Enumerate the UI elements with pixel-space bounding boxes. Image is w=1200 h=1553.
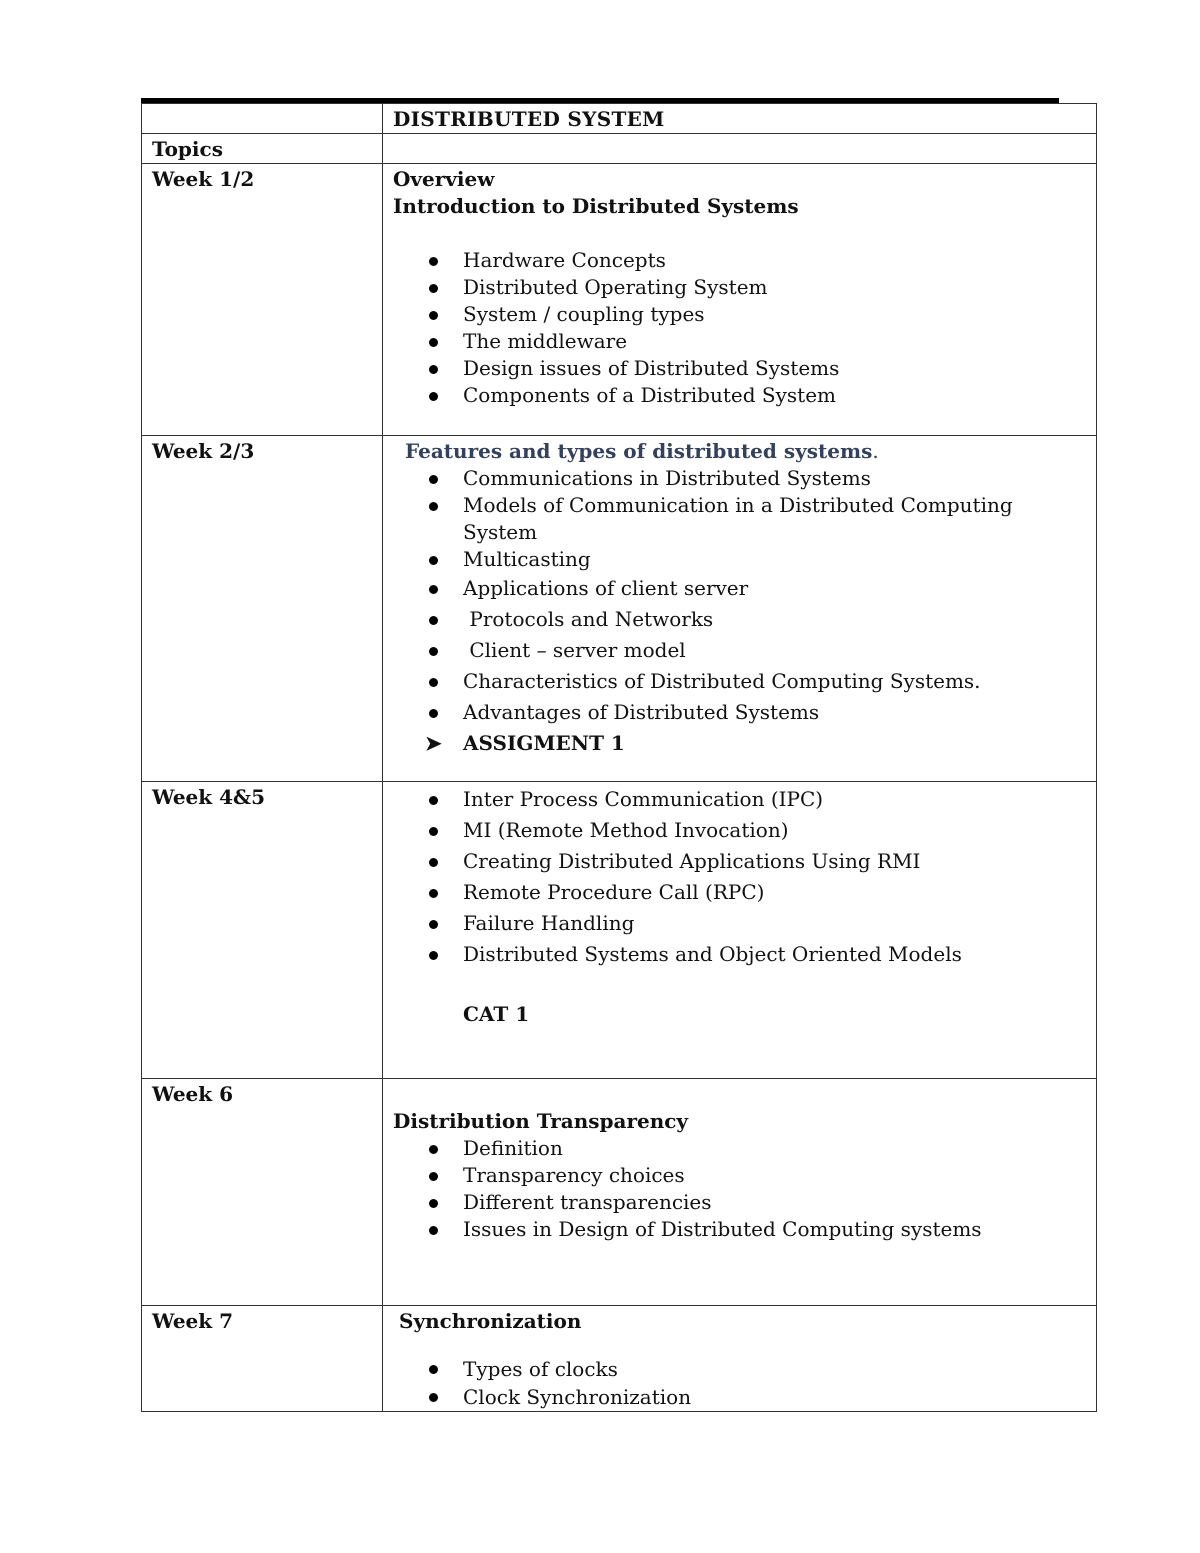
week-row xyxy=(142,782,1097,1079)
empty-cell xyxy=(142,104,383,134)
list-item: MI (Remote Method Invocation) xyxy=(423,815,1086,846)
syllabus-table xyxy=(141,103,1097,1412)
list-item: Issues in Design of Distributed Computing systems xyxy=(423,1216,1086,1243)
empty-cell xyxy=(383,134,1097,164)
week-label: Week 4&5 xyxy=(142,782,383,1079)
section-heading: Synchronization xyxy=(399,1309,582,1333)
bullet-icon xyxy=(429,585,438,594)
topics-label: Topics xyxy=(142,134,383,164)
list-item: Components of a Distributed System xyxy=(423,382,1086,409)
bullet-icon xyxy=(429,796,438,805)
bullet-icon xyxy=(429,502,438,511)
bullet-icon xyxy=(429,1393,438,1402)
cat-label: CAT 1 xyxy=(463,1002,530,1026)
list-item: Distributed Operating System xyxy=(423,274,1086,301)
bullet-icon xyxy=(429,858,438,867)
bullet-icon xyxy=(429,647,438,656)
list-item: System / coupling types xyxy=(423,301,1086,328)
week-row xyxy=(142,436,1097,782)
bullet-icon xyxy=(429,311,438,320)
topic-list xyxy=(393,1135,1086,1243)
bullet-icon xyxy=(429,1226,438,1235)
course-title: DISTRIBUTED SYSTEM xyxy=(383,104,1097,134)
bullet-icon xyxy=(429,1365,438,1374)
bullet-icon xyxy=(429,365,438,374)
list-item: Design issues of Distributed Systems xyxy=(423,355,1086,382)
list-item: Applications of client server xyxy=(423,573,1086,604)
list-item: Types of clocks xyxy=(423,1355,1086,1383)
bullet-icon xyxy=(429,556,438,565)
week-content xyxy=(383,1306,1097,1412)
bullet-icon xyxy=(429,1172,438,1181)
bullet-icon xyxy=(429,284,438,293)
list-item: Failure Handling xyxy=(423,908,1086,939)
bullet-icon xyxy=(429,257,438,266)
week-row xyxy=(142,164,1097,436)
bullet-icon xyxy=(429,889,438,898)
week-label: Week 6 xyxy=(142,1079,383,1306)
list-item: Protocols and Networks xyxy=(423,604,1086,635)
bullet-icon xyxy=(429,392,438,401)
section-subheading: Introduction to Distributed Systems xyxy=(393,194,799,218)
week-label: Week 2/3 xyxy=(142,436,383,782)
list-item: Different transparencies xyxy=(423,1189,1086,1216)
list-item: Definition xyxy=(423,1135,1086,1162)
list-item: Client – server model xyxy=(423,635,1086,666)
arrow-bullet-icon: ➤ xyxy=(425,731,442,755)
list-item: Inter Process Communication (IPC) xyxy=(423,784,1086,815)
week-label: Week 7 xyxy=(142,1306,383,1412)
bullet-icon xyxy=(429,920,438,929)
bullet-icon xyxy=(429,709,438,718)
bullet-icon xyxy=(429,338,438,347)
bullet-icon xyxy=(429,827,438,836)
week-content xyxy=(383,164,1097,436)
topic-list xyxy=(393,465,1086,759)
week-row xyxy=(142,1079,1097,1306)
list-item: Distributed Systems and Object Oriented Models xyxy=(423,939,1086,970)
bullet-icon xyxy=(429,678,438,687)
section-heading: Overview xyxy=(393,167,495,191)
list-item: Characteristics of Distributed Computing Systems. xyxy=(423,666,1086,697)
list-item: Transparency choices xyxy=(423,1162,1086,1189)
bullet-icon xyxy=(429,1145,438,1154)
list-item: Clock Synchronization xyxy=(423,1383,1086,1411)
title-row xyxy=(142,104,1097,134)
list-item: Multicasting xyxy=(423,546,1086,573)
topics-row xyxy=(142,134,1097,164)
list-item: ➤ ASSIGMENT 1 xyxy=(423,728,1086,759)
week-row xyxy=(142,1306,1097,1412)
list-item: Models of Communication in a Distributed Computing System xyxy=(423,492,1086,546)
bullet-icon xyxy=(429,951,438,960)
list-item: Remote Procedure Call (RPC) xyxy=(423,877,1086,908)
topic-list xyxy=(393,784,1086,970)
section-heading: Features and types of distributed systems. xyxy=(405,439,879,463)
list-item: Communications in Distributed Systems xyxy=(423,465,1086,492)
topic-list xyxy=(393,1355,1086,1411)
bullet-icon xyxy=(429,475,438,484)
week-content xyxy=(383,782,1097,1079)
topic-list xyxy=(393,247,1086,409)
list-item: Hardware Concepts xyxy=(423,247,1086,274)
week-content xyxy=(383,436,1097,782)
list-item: The middleware xyxy=(423,328,1086,355)
section-heading: Distribution Transparency xyxy=(393,1109,689,1133)
list-item: Creating Distributed Applications Using RMI xyxy=(423,846,1086,877)
list-item: Advantages of Distributed Systems xyxy=(423,697,1086,728)
bullet-icon xyxy=(429,1199,438,1208)
week-label: Week 1/2 xyxy=(142,164,383,436)
bullet-icon xyxy=(429,616,438,625)
week-content xyxy=(383,1079,1097,1306)
